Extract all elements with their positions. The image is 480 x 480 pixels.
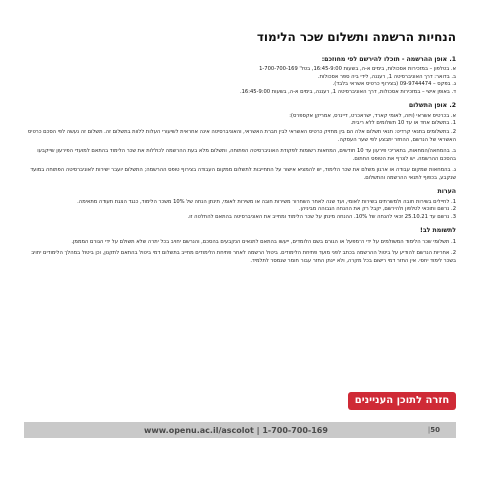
list-item: 3. נרשם עד 25.10.21 זכאי להנחה של 10%. ההנחה מינתן על שכר הלימוד ומחייב את האוניברסיטה בהתאם להחלטה זו. (187, 213, 456, 220)
paragraph: 1. תשלומי שכר הלימוד המשולמים על ידי ה־מפעל או הגורם בשם הלומדים, ייעשו בהתאם לתנאים הנקבעים בהסכם, והנרשם יחויב בכל יתרה שלא תשולם על ידי הגורם המממן. (71, 238, 456, 245)
section-registration (24, 56, 456, 96)
document-content (24, 30, 456, 268)
footer-contact-link[interactable]: www.openu.ac.il/ascolot | 1-700-700-169 (144, 425, 328, 435)
list-item: א. בכרטיס אשראי (ויזה, לאומי קארד, ישראכרט, דיינרס, אמריקן אקספרס): (289, 112, 456, 119)
list-item: ד. באופן אישי – במזכירות אסכולות, דרך האוניברסיטה 1, רעננה, בימים א-ה, בשעות 16:45-9:00. (239, 88, 456, 95)
section-heading: 2. אופן התשלום (408, 102, 456, 110)
paragraph: 2. בתשלומים בתנאי קרדיט: תנאי תשלום אלה הם בין מחזיק כרטיס האשראי לבין חברת האשראי, והאוניברסיטה אינה אחראית לשיעורי העלות ללוות בתשלום זה. תשלום זה נעשה לפי הסכם כרטיס האשראי של הנרשם, ההחזר יתבצע לפי שער העסקה. (27, 128, 456, 143)
page-number: 50 (430, 426, 440, 434)
divider: | (427, 426, 431, 434)
list-item: ג. בפקס – 09-9744474 (בצירוף כרטיס אשראי בלבד). (332, 81, 456, 88)
section-heading: לתשומת לב! (420, 227, 456, 235)
footer-bar (24, 422, 456, 438)
section-heading: 1. אופן ההרשמה - תוכלו להירשם לפי מחוזכם: (321, 56, 456, 63)
list-item: 2. נרשם ותוכאי לטלפון ולהירשם, יקבל רק את ההנחה הגבוהה מביניהן. (298, 206, 456, 213)
page-number-wrap (424, 426, 440, 434)
section-notes (24, 188, 456, 221)
list-item: א. בטלפון – במזכירות אסכולות, בימים א-ה, בשעות 16:45-9:00, בטל' 1-700-700-169 (259, 66, 456, 73)
page-title: הנחיות הרשמה ותשלום שכר הלימוד (256, 30, 456, 44)
section-payment (24, 102, 456, 182)
list-item: 1. לחיילים בשירות חובה ולמשרתים בשירות לאומי, ועד שנה לאחר השחרור משירות חובה או משירות לאומי, תינתן הנחה של 10% משכר הלימוד, כנגד הצגת תעודה מתאימה. (77, 198, 456, 205)
paragraph: ג. בהמחאות שמקום עבודה או ארגון משלם את שכר הלימוד, יש להמציא אישור על התחייבות לתשלום ממקום העבודה בצירוף טופס ההרשמה; התשלום יועבר ישירות לאוניברסיטה הפתוחה במועד שנקבע, בכפוף לתנאי ההרשמה והתשלום. (30, 167, 456, 182)
section-heading: הערות (437, 188, 456, 196)
paragraph: 2. אחריות הנרשם להודיע על ביטול ההרשמה בכתב לפני מועד פתיחת הלימודים. ביטול הרשמה לאחר פתיחת הלימודים מחייב בתשלום דמי ביטול בהתאם לתקנון, וכן ביטול במהלך הלימודים יחויב בשכר לימוד יחסי. אין החזר דמי רישום בכל מקרה, ולא יינתן החזר עבור חומר שנמסר לתלמיד. (31, 249, 456, 264)
list-item: ב. בדואר: דרך האוניברסיטה 1, רעננה, לידי ביה ספר אסכולות. (317, 73, 456, 80)
back-to-contents-button[interactable]: חזרה לתוכן העניינים (348, 392, 456, 410)
list-item: 1. בתשלום אחד או עד 10 תשלומים ללא ריבית. (350, 120, 456, 127)
section-attention (24, 227, 456, 265)
paragraph: ב. בהמחאה/המחאות, בתאריכי פירעון עד 10 חודשים, המחאות רשומות לפקודת האוניברסיטה הפתוחה, ותשלום מלא בעת ההרשמה לכוללות את שכר הלימוד בהתאם למועדי הפירעון שייקבעו בהסכם ההרשמה. יש לצרף את הטופס החתום. (37, 148, 456, 163)
